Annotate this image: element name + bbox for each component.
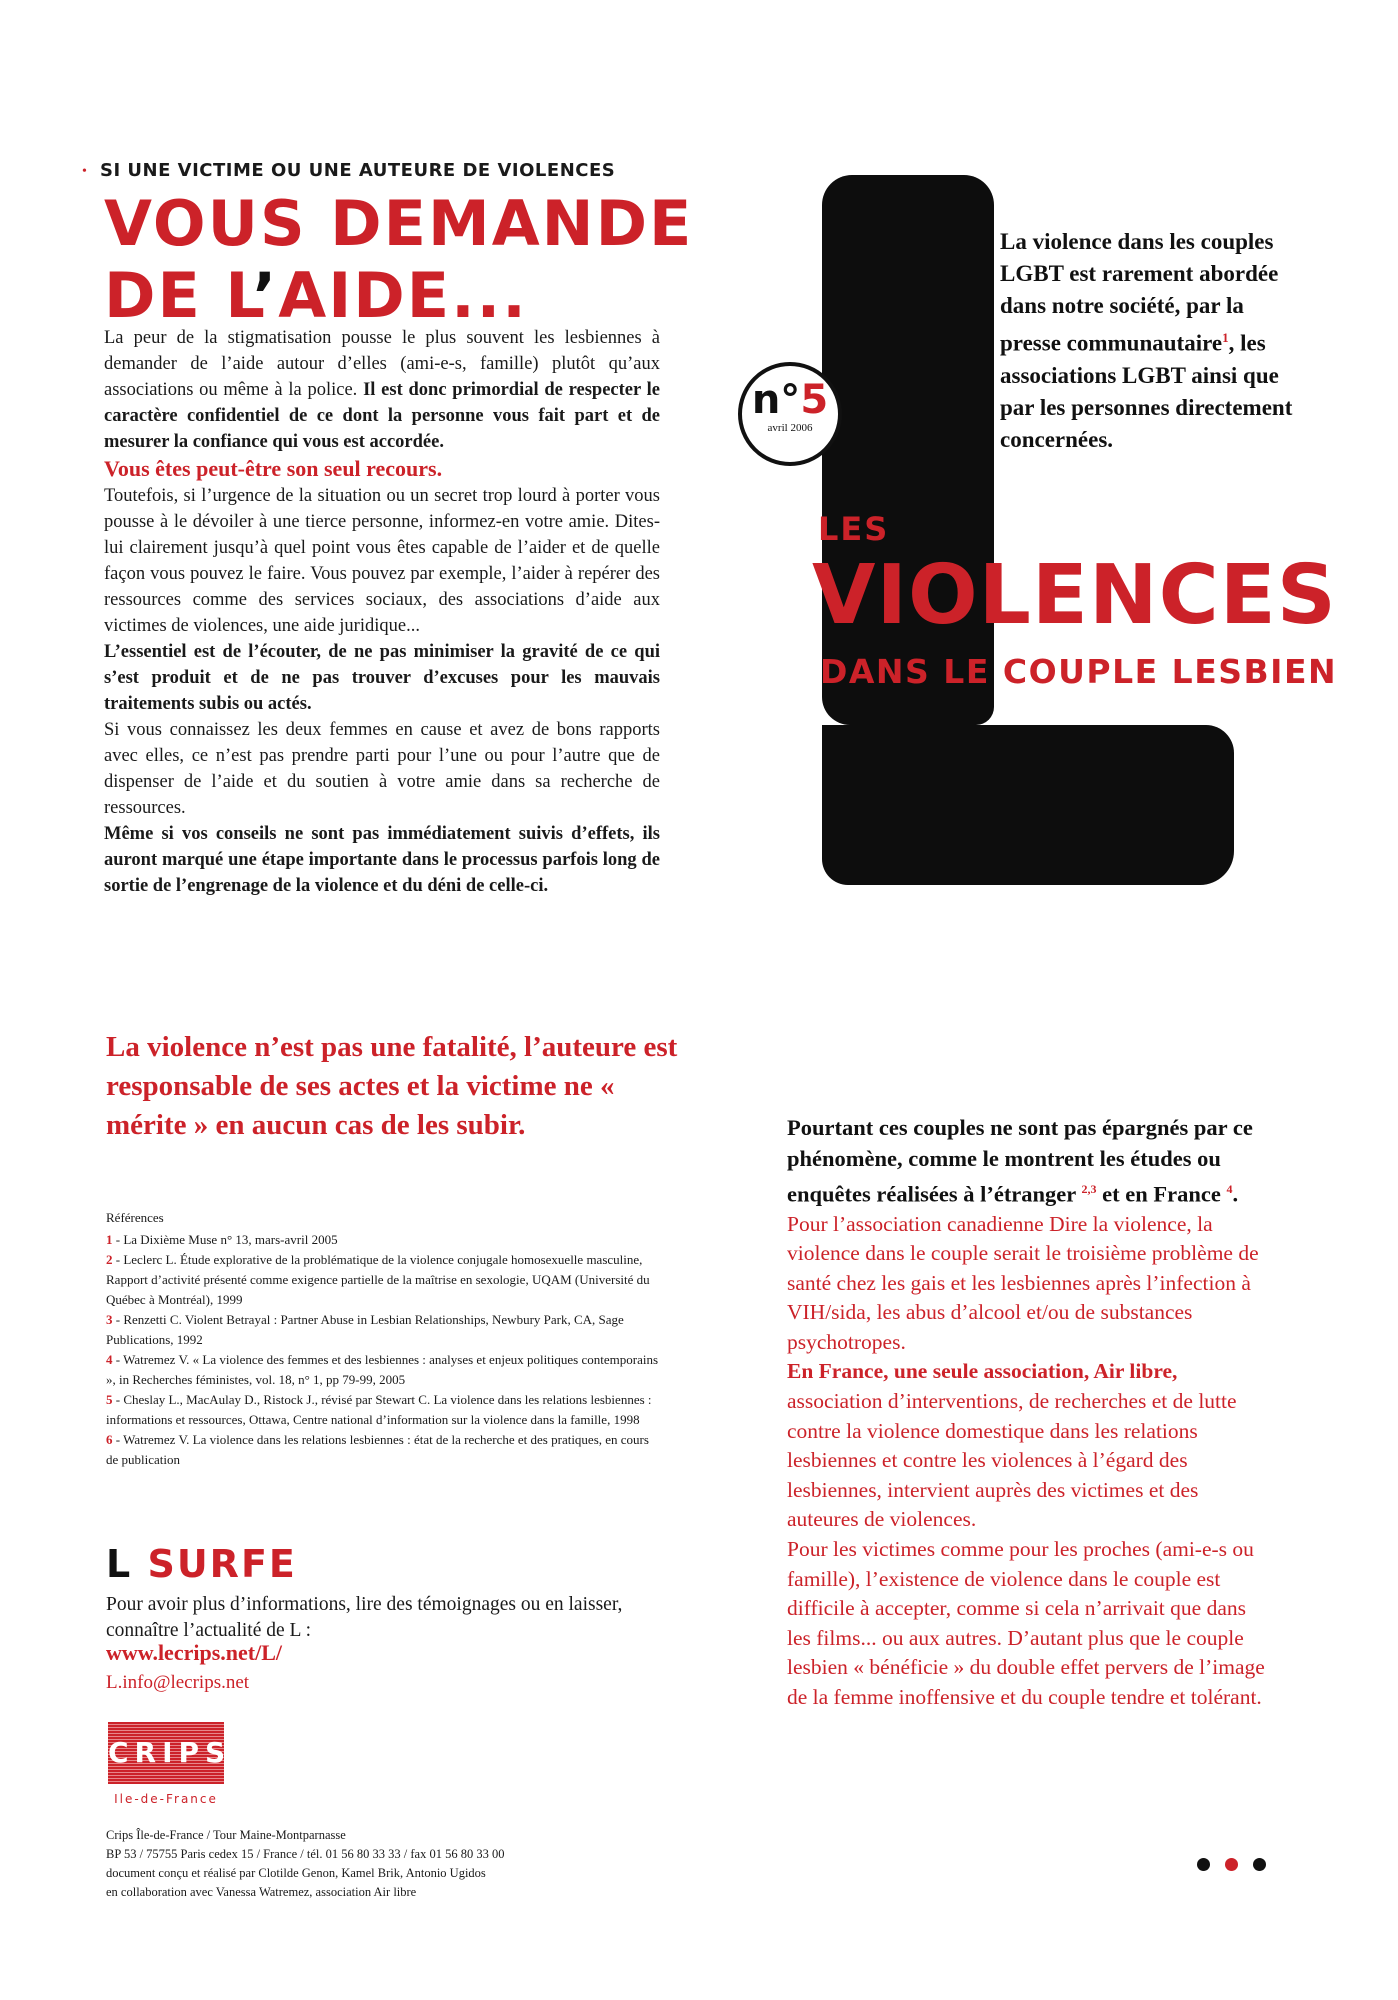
reference-text: - Renzetti C. Violent Betrayal : Partner Abuse in Lesbian Relationships, Newbury Park, CA, Sage Publications, 1992 [106,1312,624,1347]
right-lead-paragraph [787,1112,1271,1210]
ellipsis-dot [1253,1858,1266,1871]
reference-item [106,1350,662,1390]
cover-intro-text [1000,226,1300,456]
body-left-column [104,325,660,899]
address-line: BP 53 / 75755 Paris cedex 15 / France / tél. 01 56 80 33 33 / fax 01 56 80 33 00 [106,1847,505,1861]
cover-intro-footnote: 1 [1222,330,1229,345]
headline [104,188,693,332]
reference-item [106,1230,662,1250]
headline-line1: VOUS DEMANDE [104,187,694,260]
bullet-dot: • [82,164,87,179]
emphasis-line: Vous êtes peut-être son seul recours. [104,456,443,481]
right-paragraph-2 [787,1357,1271,1535]
title-subtitle: DANS LE COUPLE LESBIEN [820,652,1338,691]
surf-title [106,1542,297,1586]
issue-badge [738,362,842,466]
email-link[interactable]: L.info@lecrips.net [106,1672,250,1693]
references-list [106,1208,662,1470]
reference-item [106,1250,662,1310]
right-lead-part1: Pourtant ces couples ne sont pas épargnés par ce phénomène, comme le montrent les études ou enquêtes réalisées à l’étranger [787,1115,1253,1207]
body-p1-bold: Il est donc primordial de respecter le caractère confidentiel de ce dont la personne vous fait part et de mesurer la confiance qui vous est accordée. [104,380,660,452]
crips-logo-word: CRIPS [108,1736,232,1769]
big-letter-l-foot [822,725,1234,885]
surf-text: Pour avoir plus d’informations, lire des témoignages ou en laisser, connaître l’actualité de L : [106,1594,623,1641]
issue-date: avril 2006 [767,422,813,434]
reference-number: 1 [106,1232,113,1247]
reference-number: 5 [106,1392,113,1407]
issue-n-label: n° [751,377,801,423]
reference-number: 3 [106,1312,113,1327]
issue-num-value: 5 [800,377,829,423]
address-line: en collaboration avec Vanessa Watremez, association Air libre [106,1885,417,1899]
right-p2-text: association d’interventions, de recherches et de lutte contre la violence domestique dans les relations lesbiennes et contre les violences à l’égard des lesbiennes, intervient auprès des victimes et des auteures de violences. [787,1389,1237,1532]
surf-title-l: L [106,1542,133,1586]
reference-number: 6 [106,1432,113,1447]
cover-intro-part1: La violence dans les couples LGBT est rarement abordée dans notre société, par la presse communautaire [1000,229,1279,356]
reference-text: - Cheslay L., MacAulay D., Ristock J., révisé par Stewart C. La violence dans les relations lesbiennes : informations et ressources, Ottawa, Centre national d’information sur la violence dans la famille, 1998 [106,1392,652,1427]
reference-number: 2 [106,1252,113,1267]
crips-logo-subtitle: Ile-de-France [114,1792,218,1806]
ellipsis-dot [1197,1858,1210,1871]
headline-line2-post: AIDE... [278,259,528,332]
headline-line2-pre: DE L [104,259,253,332]
right-lead-footnote-1: 2,3 [1081,1182,1097,1196]
body-paragraph-3: L’essentiel est de l’écouter, de ne pas minimiser la gravité de ce qui s’est produit et de ne pas trouver d’excuses pour les mauvais traitements subis ou actés. [104,642,660,714]
reference-item [106,1310,662,1350]
right-p2-bold: En France, une seule association, Air libre, [787,1359,1178,1384]
right-lead-part3: . [1232,1181,1239,1207]
website-link[interactable]: www.lecrips.net/L/ [106,1640,282,1665]
body-paragraph-4: Si vous connaissez les deux femmes en cause et avez de bons rapports avec elles, ce n’est pas prendre parti pour l’une ou pour l’autre que de dispenser de l’aide et du soutien à votre amie dans sa recherche de ressources. [104,720,660,818]
kicker-text: SI UNE VICTIME OU UNE AUTEURE DE VIOLENCES [100,160,616,181]
body-p1-text: La peur de la stigmatisation pousse le plus souvent les lesbiennes à demander de l’aide autour d’elles (ami-e-s, famille) plutôt qu’aux associations ou même à la police. [104,328,660,400]
address-line: Crips Île-de-France / Tour Maine-Montparnasse [106,1828,346,1842]
reference-text: - Watremez V. « La violence des femmes et des lesbiennes : analyses et enjeux politiques contemporains », in Recherches féministes, vol. 18, n° 1, pp 79-99, 2005 [106,1352,659,1387]
right-lead-part2: et en France [1096,1181,1227,1207]
issue-number [742,378,838,422]
address-block [106,1826,626,1902]
pull-quote: La violence n’est pas une fatalité, l’auteure est responsable de ses actes et la victime ne « mérite » en aucun cas de les subir. [106,1031,678,1141]
reference-item [106,1390,662,1430]
right-paragraph-3: Pour les victimes comme pour les proches (ami-e-s ou famille), l’existence de violence dans le couple est difficile à accepter, comme si cela n’arrivait que dans les films... ou aux autres. D’autant plus que le couple lesbien « bénéficie » du double effet pervers de l’image de la femme inoffensive et du couple tendre et tolérant. [787,1537,1265,1709]
reference-text: - La Dixième Muse n° 13, mars-avril 2005 [112,1232,338,1247]
body-paragraph-1 [104,325,660,455]
surf-title-word: SURFE [147,1542,297,1586]
body-paragraph-5: Même si vos conseils ne sont pas immédiatement suivis d’effets, ils auront marqué une étape importante dans le processus parfois long de sortie de l’engrenage de la violence et du déni de celle-ci. [104,824,660,896]
reference-item [106,1430,662,1470]
address-line: document conçu et réalisé par Clotilde Genon, Kamel Brik, Antonio Ugidos [106,1866,486,1880]
right-lead-footnote-2: 4 [1226,1182,1233,1196]
reference-text: - Leclerc L. Étude explorative de la problématique de la violence conjugale homosexuelle masculine, Rapport d’activité présenté comme exigence partielle de la maîtrise en sexologie, UQAM (Université du Québec à Montréal), 1999 [106,1252,650,1307]
reference-number: 4 [106,1352,113,1367]
title-violences: VIOLENCES [812,548,1337,643]
references-title: Références [106,1210,164,1225]
right-column-text [787,1112,1271,1713]
ellipsis-dot [1225,1858,1238,1871]
cover-intro-part2: , les associations LGBT ainsi que par les personnes directement concernées. [1000,330,1293,452]
reference-text: - Watremez V. La violence dans les relations lesbiennes : état de la recherche et des pratiques, en cours de publication [106,1432,649,1467]
right-paragraph-1: Pour l’association canadienne Dire la violence, la violence dans le couple serait le troisième problème de santé chez les gais et les lesbiennes après l’infection à VIH/sida, les abus d’alcool et/ou de substances psychotropes. [787,1211,1259,1354]
body-paragraph-2: Toutefois, si l’urgence de la situation ou un secret trop lourd à porter vous pousse à le dévoiler à une tierce personne, informez-en votre amie. Dites-lui clairement jusqu’à quel point vous êtes capable de l’aider et de quelle façon vous pouvez le faire. Vous pouvez par exemple, l’aider à repérer des ressources comme des services sociaux, des associations d’aide aux victimes de violences, une aide juridique... [104,486,660,636]
headline-apostrophe: ’ [252,259,279,332]
title-les: LES [818,510,890,548]
